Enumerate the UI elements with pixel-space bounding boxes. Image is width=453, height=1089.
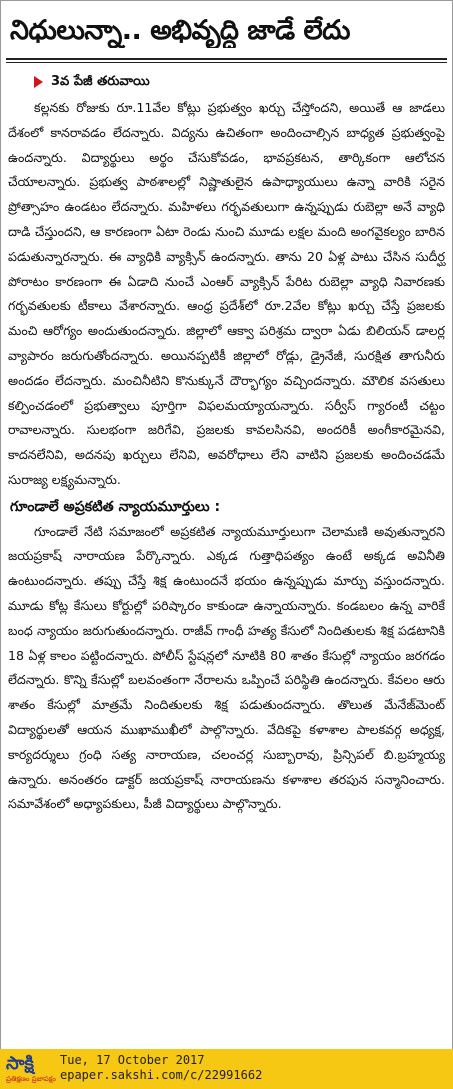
epaper-url[interactable]: epaper.sakshi.com/c/22991662: [60, 1068, 263, 1082]
logo-wordmark: సాక్షి: [6, 1053, 34, 1074]
logo-tagline: ప్రతిక్షణం ప్రజాపక్షం: [6, 1075, 56, 1083]
headline-rule-bottom: [6, 62, 447, 63]
article-headline: నిధులున్నా.. అభివృద్ధి జాడే లేదు: [10, 15, 351, 46]
epaper-footer: [0, 1049, 453, 1089]
continuation-marker: [34, 73, 150, 91]
play-arrow-icon: [34, 76, 43, 88]
sakshi-logo: [6, 1053, 56, 1085]
article-subheading: గూండాలే అప్రకటిత న్యాయమూర్తులు :: [10, 498, 221, 515]
article-paragraph: కల్లనకు రోజుకు రూ.11వేల కోట్లు ప్రభుత్వం ఖర్చు చేస్తోందని, అయితే ఆ జాడలు దేశంలో కానరావడం లేదన్నారు. విద్యను ఉచితంగా అందించాల్సిన బాధ్యత ప్రభుత్వంపై ఉందన్నారు. విద్యార్థులు అర్థం చేసుకోవడం, భావప్రకటన, తార్కికంగా ఆలోచన చేయాలన్నారు. ప్రభుత్వ పాఠశాలల్లో నిష్ణాతులైన ఉపాధ్యాయులు ఉన్నా వారికి సరైన ప్రోత్సాహం ఉండటం లేదన్నారు. మహిళలు గర్భవతులుగా ఉన్నప్పుడు రుబెల్లా అనే వ్యాధి దాడి చేస్తుందని, ఆ కారణంగా ఏటా రెండు నుంచి మూడు లక్షల మంది అంగవైకల్యం బారిన పడుతున్నారన్నారు. ఈ వ్యాధికి వ్యాక్సిన్ ఉందన్నారు. తాను 20 ఏళ్ల పాటు చేసిన సుదీర్ఘ పోరాటం కారణంగా ఈ ఏడాది నుంచే ఎంఆర్ వ్యాక్సిన్ పేరిట రుబెల్లా వ్యాధి నివారణకు గర్భవతులకు టీకాలు వేశారన్నారు. ఆంధ్ర ప్రదేశ్‌లో రూ.2వేల కోట్లు ఖర్చు చేస్తే ప్రజలకు మంచి ఆరోగ్యం అందుతుందన్నారు. జిల్లాలో ఆక్వా పరిశ్రమ ద్వారా ఏడు బిలియన్ డాలర్ల వ్యాపారం జరుగుతోందన్నారు. అయినప్పటికీ జిల్లాలో రోడ్లు, డ్రైనేజీ, సురక్షిత తాగునీరు అందడం లేదన్నారు. మంచినీటిని కొనుక్కునే దౌర్భాగ్యం వచ్చిందన్నారు. మౌలిక వసతులు కల్పించడంలో ప్రభుత్వాలు పూర్తిగా విఫలమయ్యాయన్నారు. సర్వీస్ గ్యారంటీ చట్టం రావాలన్నారు. సులభంగా జరిగేవి, ప్రజలకు కావలసినవి, అందరికీ అంగీకారమైనవి, కాదనలేనివి, అదనపు ఖర్చులు లేనివి, అవరోధాలు లేని వాటిని ప్రజలకు అందించడమే సురాజ్య లక్ష్యమన్నారు.: [8, 100, 445, 487]
headline-rule-top: [6, 58, 447, 60]
article-body: [8, 96, 445, 817]
article-paragraph: గూండాలే నేటి సమాజంలో అప్రకటిత న్యాయమూర్తులుగా చెలామణి అవుతున్నారని జయప్రకాష్ నారాయణ పేర్కొన్నారు. ఎక్కడ గుత్తాధిపత్యం ఉంటే అక్కడ అవినీతి ఉంటుందన్నారు. తప్పు చేస్తే శిక్ష ఉంటుందనే భయం ఉన్నప్పుడు మార్పు వస్తుందన్నారు. మూడు కోట్ల కేసులు కోర్టుల్లో పరిష్కారం కాకుండా ఉన్నాయన్నారు. కండబలం ఉన్న వారికే బంధ న్యాయం జరుగుతుందన్నారు. రాజీవ్ గాంధీ హత్య కేసులో నిందితులకు శిక్ష పడటానికి 18 ఏళ్ల కాలం పట్టిందన్నారు. పోలీస్ స్టేషన్లలో నూటికి 80 శాతం కేసుల్లో న్యాయం జరగడం లేదన్నారు. కొన్ని కేసుల్లో బలవంతంగా నేరాలను ఒప్పించే పరిస్థితి ఉందన్నారు. కేవలం ఆరు శాతం కేసుల్లో మాత్రమే నిందితులకు శిక్ష పడుతుందన్నారు. తొలుత మేనేజ్‌మెంట్ విద్యార్థులతో ఆయన ముఖాముఖీలో పాల్గొన్నారు. వేదికపై కళాశాల పాలకవర్గ అధ్యక్ష, కార్యదర్శులు గ్రంధి సత్య నారాయణ, చలంచర్ల సుబ్బారావు, ప్రిన్సిపల్ బి.బ్రహ్మయ్య ఉన్నారు. అనంతరం డాక్టర్ జయప్రకాష్ నారాయణను కళాశాల తరపున సన్మానించారు. సమావేశంలో అధ్యాపకులు, పీజీ విద్యార్థులు పాల్గొన్నారు.: [8, 523, 445, 812]
footer-meta: [60, 1053, 262, 1083]
continuation-label: 3వ పేజీ తరువాయి: [51, 74, 150, 89]
publication-date: Tue, 17 October 2017: [60, 1053, 205, 1067]
